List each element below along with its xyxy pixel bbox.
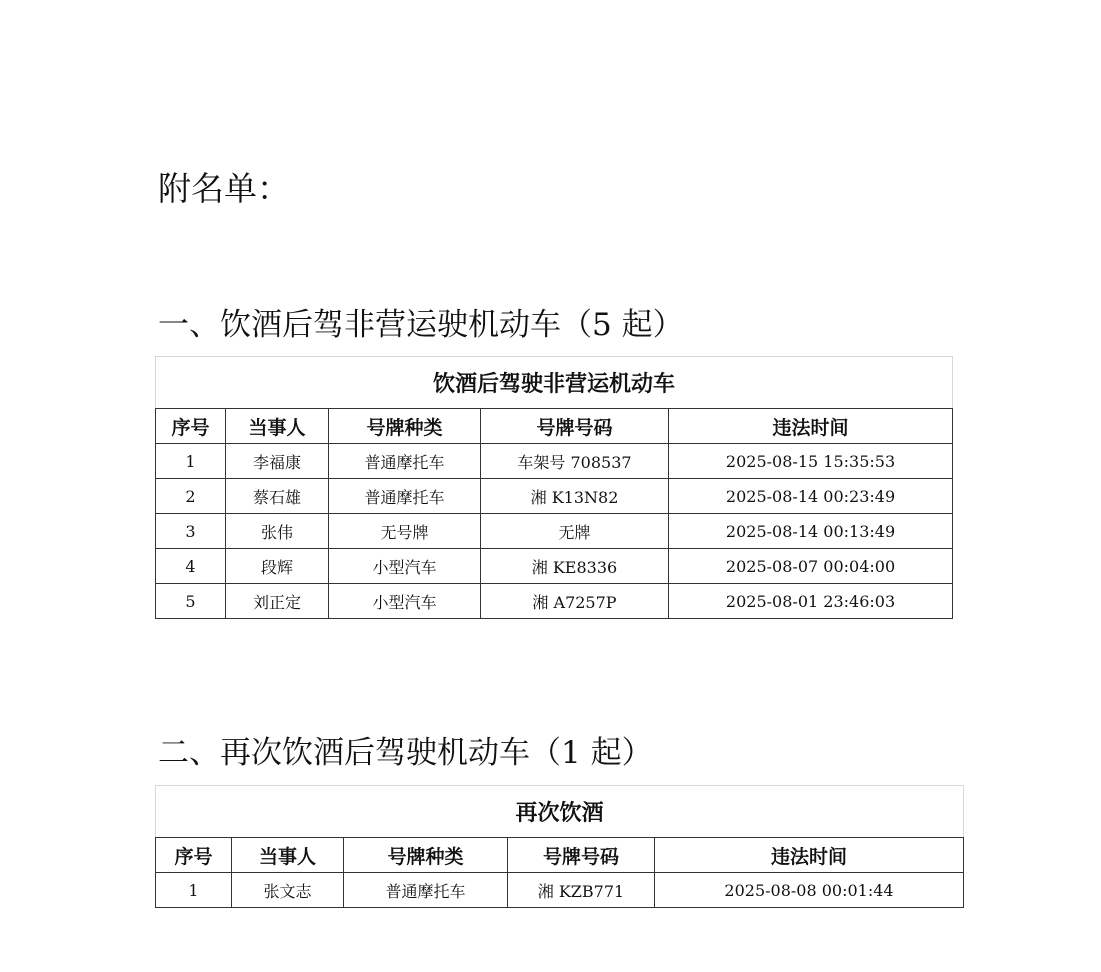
cell-party: 张文志 bbox=[232, 873, 344, 908]
column-header-party: 当事人 bbox=[232, 838, 344, 873]
cell-party: 刘正定 bbox=[226, 584, 329, 619]
column-header-violation-time: 违法时间 bbox=[669, 409, 953, 444]
cell-party: 李福康 bbox=[226, 444, 329, 479]
cell-index: 1 bbox=[156, 873, 232, 908]
cell-violation-time: 2025-08-15 15:35:53 bbox=[669, 444, 953, 479]
cell-plate-type: 普通摩托车 bbox=[329, 444, 481, 479]
column-header-plate-type: 号牌种类 bbox=[344, 838, 508, 873]
column-header-index: 序号 bbox=[156, 409, 226, 444]
table-row bbox=[156, 549, 953, 584]
drunk-driving-non-commercial-table bbox=[155, 356, 953, 619]
table-caption-row bbox=[156, 357, 953, 409]
table-row bbox=[156, 479, 953, 514]
cell-plate-type: 小型汽车 bbox=[329, 549, 481, 584]
section-2-heading: 二、再次饮酒后驾驶机动车（1 起） bbox=[158, 735, 653, 771]
cell-plate-number: 湘 K13N82 bbox=[481, 479, 669, 514]
cell-violation-time: 2025-08-07 00:04:00 bbox=[669, 549, 953, 584]
column-header-plate-type: 号牌种类 bbox=[329, 409, 481, 444]
table-caption: 再次饮酒 bbox=[156, 786, 964, 838]
column-header-index: 序号 bbox=[156, 838, 232, 873]
cell-plate-type: 普通摩托车 bbox=[329, 479, 481, 514]
cell-plate-number: 湘 KE8336 bbox=[481, 549, 669, 584]
cell-plate-number: 车架号 708537 bbox=[481, 444, 669, 479]
cell-index: 4 bbox=[156, 549, 226, 584]
table-header-row bbox=[156, 409, 953, 444]
document-title: 附名单： bbox=[158, 169, 290, 208]
cell-plate-type: 普通摩托车 bbox=[344, 873, 508, 908]
cell-violation-time: 2025-08-01 23:46:03 bbox=[669, 584, 953, 619]
column-header-plate-number: 号牌号码 bbox=[481, 409, 669, 444]
cell-plate-number: 湘 KZB771 bbox=[508, 873, 655, 908]
cell-party: 蔡石雄 bbox=[226, 479, 329, 514]
column-header-party: 当事人 bbox=[226, 409, 329, 444]
cell-violation-time: 2025-08-14 00:13:49 bbox=[669, 514, 953, 549]
table-row bbox=[156, 444, 953, 479]
cell-violation-time: 2025-08-14 00:23:49 bbox=[669, 479, 953, 514]
column-header-plate-number: 号牌号码 bbox=[508, 838, 655, 873]
cell-index: 2 bbox=[156, 479, 226, 514]
cell-index: 3 bbox=[156, 514, 226, 549]
table-caption-row bbox=[156, 786, 964, 838]
table-row bbox=[156, 514, 953, 549]
repeat-drunk-driving-table bbox=[155, 785, 964, 908]
cell-party: 张伟 bbox=[226, 514, 329, 549]
cell-plate-number: 无牌 bbox=[481, 514, 669, 549]
column-header-violation-time: 违法时间 bbox=[655, 838, 964, 873]
cell-index: 1 bbox=[156, 444, 226, 479]
table-row bbox=[156, 873, 964, 908]
table-row bbox=[156, 584, 953, 619]
section-1-heading: 一、饮酒后驾非营运驶机动车（5 起） bbox=[158, 307, 684, 343]
table-caption: 饮酒后驾驶非营运机动车 bbox=[156, 357, 953, 409]
cell-party: 段辉 bbox=[226, 549, 329, 584]
cell-plate-number: 湘 A7257P bbox=[481, 584, 669, 619]
cell-plate-type: 无号牌 bbox=[329, 514, 481, 549]
cell-violation-time: 2025-08-08 00:01:44 bbox=[655, 873, 964, 908]
table-header-row bbox=[156, 838, 964, 873]
cell-index: 5 bbox=[156, 584, 226, 619]
cell-plate-type: 小型汽车 bbox=[329, 584, 481, 619]
